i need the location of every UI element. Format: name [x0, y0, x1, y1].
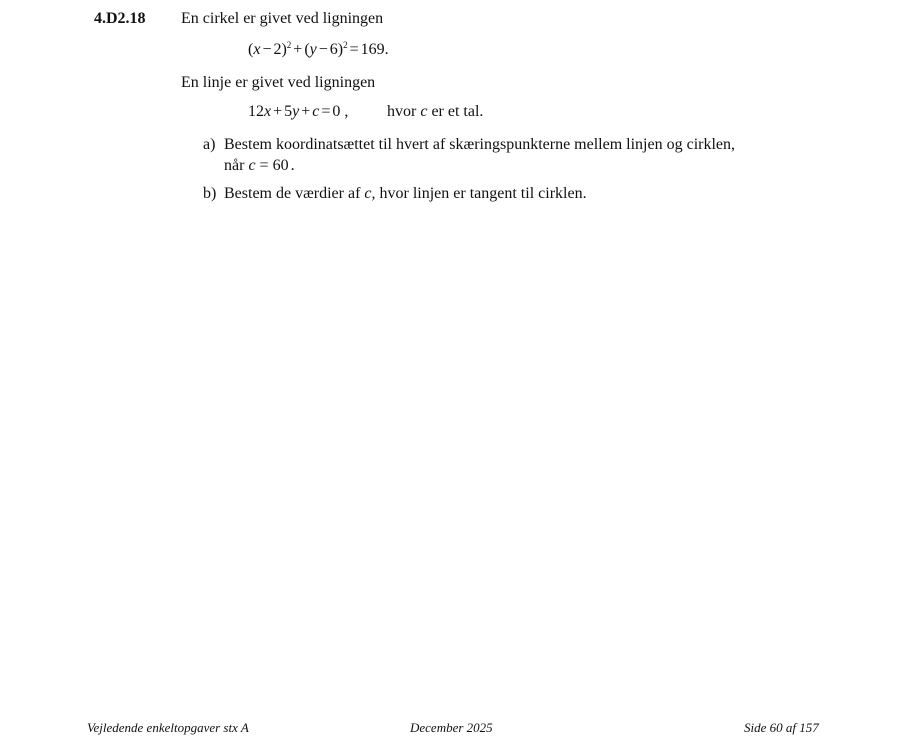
eq-rhs: 169 [360, 41, 385, 58]
eq-const: 2 [273, 41, 282, 58]
eq-coef: 5 [284, 103, 293, 120]
eq-op: = [321, 103, 331, 120]
eq-paren: ) [281, 41, 287, 58]
circle-equation [248, 41, 389, 59]
eq-paren: ( [304, 41, 310, 58]
line-equation [248, 103, 348, 121]
note-var: c [420, 103, 428, 120]
eq-var-c: c [312, 103, 320, 120]
question-a-text: Bestem koordinatsættet til hvert af skæringspunkterne mellem linjen og cirklen, [224, 136, 736, 153]
eq-var-x: x [253, 41, 261, 58]
eq-var-x: x [264, 103, 272, 120]
question-b-text [224, 185, 587, 203]
note-suffix: er et tal. [427, 103, 484, 120]
eq-op: + [301, 103, 311, 120]
footer-page-number: Side 60 af 157 [744, 720, 819, 735]
eq-op: + [273, 103, 283, 120]
question-b-var: c, [364, 185, 376, 202]
eq-coef: 12 [248, 103, 264, 120]
eq-op: − [318, 41, 328, 58]
eq-exponent: 2 [343, 40, 348, 50]
question-b-label: b) [203, 185, 217, 202]
eq-var-y: y [309, 41, 317, 58]
circle-intro-text: En cirkel er givet ved ligningen [181, 10, 384, 27]
eq-exponent: 2 [286, 40, 292, 50]
question-b-suffix: hvor linjen er tangent til cirklen. [375, 185, 587, 202]
footer-title: Vejledende enkeltopgaver stx A [87, 720, 249, 735]
eq-const: 6 [329, 41, 338, 58]
eq-paren: ( [248, 41, 254, 58]
eq-op: = [349, 41, 359, 58]
question-b-prefix: Bestem de værdier af [224, 185, 365, 202]
question-a-label: a) [203, 136, 216, 153]
eq-var-y: y [292, 103, 300, 120]
question-a-end: . [290, 157, 295, 174]
eq-op: − [262, 41, 272, 58]
question-a-continuation [224, 157, 295, 175]
line-equation-note [387, 103, 483, 121]
eq-rhs: 0 [332, 103, 341, 120]
footer-date: December 2025 [410, 720, 493, 735]
eq-op: + [293, 41, 303, 58]
note-prefix: hvor [387, 103, 421, 120]
eq-end: , [344, 103, 349, 120]
question-a-cont-prefix: når [224, 157, 249, 174]
question-a-var: c [248, 157, 256, 174]
task-id: 4.D2.18 [94, 10, 146, 27]
eq-paren: ) [337, 41, 344, 58]
line-intro-text: En linje er givet ved ligningen [181, 74, 376, 91]
eq-end: . [384, 41, 389, 58]
question-a-value: = 60 [255, 157, 289, 174]
